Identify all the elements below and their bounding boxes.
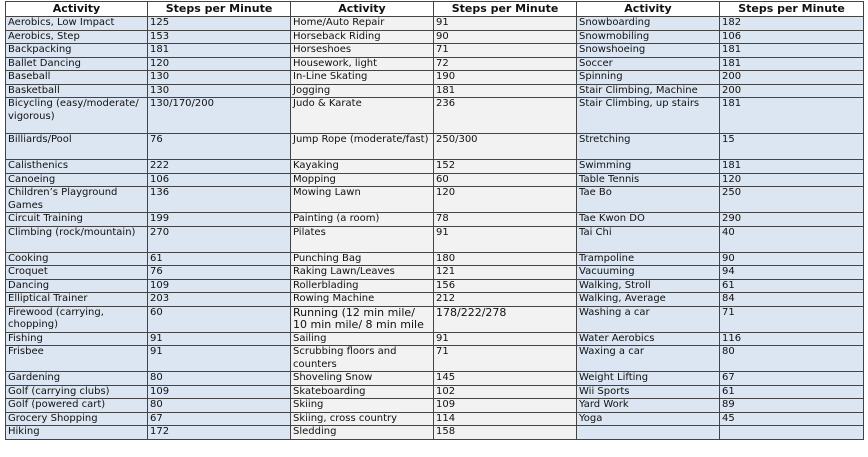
cell-activity-1: Climbing (rock/mountain) [6,226,148,252]
cell-activity-1: Dancing [6,279,148,293]
cell-activity-3: Trampoline [577,252,720,266]
table-row [6,399,864,413]
table-row [6,160,864,174]
cell-steps-3: 84 [720,293,864,307]
cell-steps-3: 61 [720,279,864,293]
cell-activity-2: Punching Bag [291,252,434,266]
cell-steps-1: 67 [148,412,291,426]
cell-steps-2: 71 [434,44,577,58]
cell-activity-3: Tai Chi [577,226,720,252]
cell-steps-2: 91 [434,332,577,346]
cell-steps-2: 145 [434,372,577,386]
cell-activity-3: Stair Climbing, up stairs [577,98,720,134]
cell-activity-1: Baseball [6,71,148,85]
table-row [6,252,864,266]
table-row [6,57,864,71]
cell-activity-3: Yoga [577,412,720,426]
cell-activity-3: Snowboarding [577,17,720,31]
cell-activity-2: Jump Rope (moderate/fast) [291,134,434,160]
cell-steps-1: 222 [148,160,291,174]
cell-steps-3: 15 [720,134,864,160]
cell-activity-2: Shoveling Snow [291,372,434,386]
table-row [6,213,864,227]
cell-activity-1: Children’s Playground Games [6,187,148,213]
cell-steps-2: 91 [434,226,577,252]
cell-activity-1: Hiking [6,426,148,440]
cell-activity-3: Stair Climbing, Machine [577,84,720,98]
cell-steps-3: 200 [720,84,864,98]
cell-activity-2: Horseshoes [291,44,434,58]
cell-activity-3: Washing a car [577,306,720,332]
cell-activity-3: Table Tennis [577,173,720,187]
cell-activity-2: Skiing [291,399,434,413]
cell-steps-1: 136 [148,187,291,213]
cell-steps-2: 158 [434,426,577,440]
cell-steps-2: 120 [434,187,577,213]
cell-steps-1: 270 [148,226,291,252]
cell-activity-3: Swimming [577,160,720,174]
cell-steps-3: 71 [720,306,864,332]
cell-steps-2: 91 [434,17,577,31]
cell-steps-3: 45 [720,412,864,426]
header-row [6,2,864,17]
cell-activity-1: Cooking [6,252,148,266]
cell-activity-3: Snowshoeing [577,44,720,58]
cell-activity-3: Weight Lifting [577,372,720,386]
cell-activity-3: Soccer [577,57,720,71]
table-row [6,187,864,213]
cell-activity-2: Kayaking [291,160,434,174]
table-row [6,385,864,399]
table-row [6,332,864,346]
cell-activity-2: Mowing Lawn [291,187,434,213]
cell-activity-1: Frisbee [6,346,148,372]
table-row [6,30,864,44]
cell-activity-2: Painting (a room) [291,213,434,227]
cell-steps-2: 250/300 [434,134,577,160]
cell-steps-2: 190 [434,71,577,85]
cell-steps-2: 60 [434,173,577,187]
cell-activity-3: Wii Sports [577,385,720,399]
cell-steps-2: 90 [434,30,577,44]
table-row [6,412,864,426]
cell-steps-2: 156 [434,279,577,293]
cell-activity-2: Scrubbing floors and counters [291,346,434,372]
cell-steps-1: 76 [148,266,291,280]
cell-steps-2: 121 [434,266,577,280]
cell-steps-2: 109 [434,399,577,413]
cell-steps-2: 114 [434,412,577,426]
header-activity-3: Activity [577,2,720,17]
cell-activity-2: Skateboarding [291,385,434,399]
cell-steps-2: 71 [434,346,577,372]
cell-steps-1: 109 [148,279,291,293]
cell-activity-2: Home/Auto Repair [291,17,434,31]
cell-steps-2: 180 [434,252,577,266]
cell-activity-3: Walking, Average [577,293,720,307]
cell-steps-1: 125 [148,17,291,31]
cell-steps-1: 61 [148,252,291,266]
cell-activity-2: Raking Lawn/Leaves [291,266,434,280]
cell-activity-1: Bicycling (easy/moderate/ vigorous) [6,98,148,134]
cell-steps-2: 181 [434,84,577,98]
cell-steps-3: 67 [720,372,864,386]
cell-activity-1: Ballet Dancing [6,57,148,71]
cell-activity-1: Fishing [6,332,148,346]
header-steps-3: Steps per Minute [720,2,864,17]
cell-activity-1: Golf (powered cart) [6,399,148,413]
cell-activity-3: Spinning [577,71,720,85]
cell-steps-3: 120 [720,173,864,187]
cell-activity-1: Firewood (carrying, chopping) [6,306,148,332]
cell-activity-2: Sledding [291,426,434,440]
cell-steps-3: 61 [720,385,864,399]
cell-activity-3: Stretching [577,134,720,160]
cell-steps-3: 90 [720,252,864,266]
cell-steps-3: 290 [720,213,864,227]
cell-steps-1: 199 [148,213,291,227]
cell-steps-1: 109 [148,385,291,399]
cell-activity-1: Billiards/Pool [6,134,148,160]
cell-activity-3: Snowmobiling [577,30,720,44]
cell-activity-2: Jogging [291,84,434,98]
cell-steps-3: 181 [720,57,864,71]
cell-activity-2: Judo & Karate [291,98,434,134]
cell-activity-2: In-Line Skating [291,71,434,85]
cell-activity-1: Aerobics, Low Impact [6,17,148,31]
table-row [6,306,864,332]
cell-steps-3 [720,426,864,440]
cell-steps-1: 60 [148,306,291,332]
cell-steps-3: 181 [720,44,864,58]
steps-per-minute-table [5,1,864,440]
table-row [6,71,864,85]
header-activity-2: Activity [291,2,434,17]
cell-steps-2: 72 [434,57,577,71]
cell-steps-3: 181 [720,98,864,134]
cell-activity-3 [577,426,720,440]
cell-activity-1: Golf (carrying clubs) [6,385,148,399]
cell-steps-2: 236 [434,98,577,134]
cell-activity-1: Circuit Training [6,213,148,227]
header-steps-2: Steps per Minute [434,2,577,17]
cell-activity-1: Basketball [6,84,148,98]
table-row [6,98,864,134]
cell-activity-1: Calisthenics [6,160,148,174]
cell-activity-1: Gardening [6,372,148,386]
cell-activity-3: Vacuuming [577,266,720,280]
cell-steps-1: 120 [148,57,291,71]
cell-activity-1: Croquet [6,266,148,280]
cell-activity-3: Tae Kwon DO [577,213,720,227]
cell-activity-1: Elliptical Trainer [6,293,148,307]
table-row [6,226,864,252]
cell-activity-1: Canoeing [6,173,148,187]
table-row [6,266,864,280]
cell-steps-1: 91 [148,346,291,372]
cell-steps-1: 153 [148,30,291,44]
table-row [6,426,864,440]
cell-steps-2: 102 [434,385,577,399]
cell-steps-1: 130 [148,84,291,98]
cell-steps-2: 152 [434,160,577,174]
cell-activity-2: Housework, light [291,57,434,71]
table-row [6,134,864,160]
cell-activity-2: Running (12 min mile/ 10 min mile/ 8 min mile [291,306,434,332]
cell-steps-1: 181 [148,44,291,58]
cell-steps-1: 80 [148,399,291,413]
cell-activity-2: Horseback Riding [291,30,434,44]
header-activity-1: Activity [6,2,148,17]
cell-steps-2: 212 [434,293,577,307]
cell-steps-1: 91 [148,332,291,346]
cell-steps-3: 40 [720,226,864,252]
cell-activity-2: Sailing [291,332,434,346]
cell-activity-2: Pilates [291,226,434,252]
table-row [6,84,864,98]
table-row [6,346,864,372]
cell-steps-3: 182 [720,17,864,31]
table-row [6,173,864,187]
cell-steps-2: 178/222/278 [434,306,577,332]
cell-activity-3: Walking, Stroll [577,279,720,293]
cell-steps-1: 130/170/200 [148,98,291,134]
cell-steps-3: 200 [720,71,864,85]
cell-steps-1: 172 [148,426,291,440]
cell-activity-1: Aerobics, Step [6,30,148,44]
cell-steps-3: 181 [720,160,864,174]
cell-activity-2: Skiing, cross country [291,412,434,426]
cell-activity-3: Tae Bo [577,187,720,213]
cell-activity-3: Yard Work [577,399,720,413]
cell-activity-2: Rollerblading [291,279,434,293]
cell-steps-2: 78 [434,213,577,227]
table-row [6,44,864,58]
cell-steps-1: 76 [148,134,291,160]
cell-activity-3: Water Aerobics [577,332,720,346]
table-row [6,372,864,386]
cell-steps-3: 89 [720,399,864,413]
cell-steps-1: 106 [148,173,291,187]
table-row [6,279,864,293]
cell-activity-2: Rowing Machine [291,293,434,307]
cell-steps-3: 80 [720,346,864,372]
header-steps-1: Steps per Minute [148,2,291,17]
cell-activity-1: Backpacking [6,44,148,58]
cell-steps-3: 116 [720,332,864,346]
cell-steps-1: 80 [148,372,291,386]
cell-steps-1: 130 [148,71,291,85]
cell-activity-2: Mopping [291,173,434,187]
table-row [6,17,864,31]
cell-steps-3: 106 [720,30,864,44]
cell-steps-1: 203 [148,293,291,307]
cell-steps-3: 250 [720,187,864,213]
cell-activity-1: Grocery Shopping [6,412,148,426]
table-row [6,293,864,307]
cell-steps-3: 94 [720,266,864,280]
cell-activity-3: Waxing a car [577,346,720,372]
